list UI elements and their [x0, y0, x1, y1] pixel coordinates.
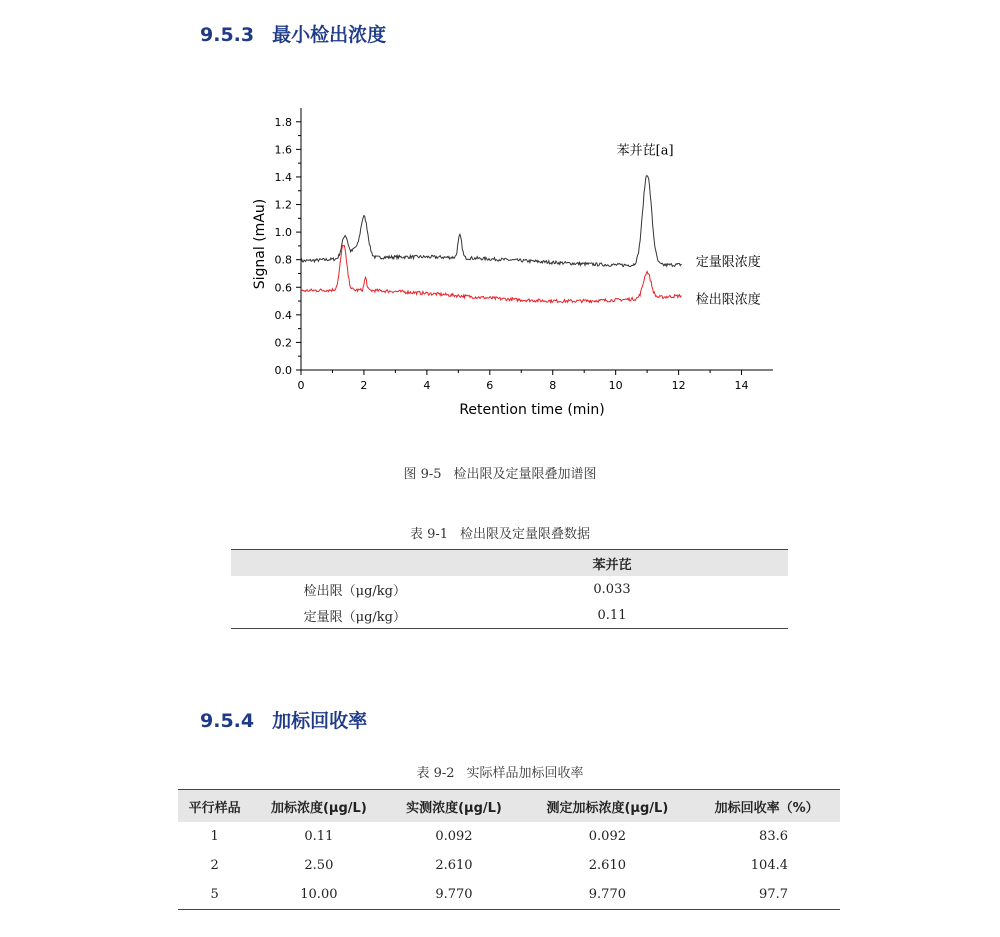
y-tick-label: 0.4: [274, 308, 292, 322]
x-tick-label: 10: [608, 379, 623, 392]
table-row: [231, 576, 788, 602]
section-heading: [200, 706, 367, 733]
series-line: [301, 245, 682, 302]
table-cell: 0.11: [304, 829, 334, 844]
table-row: [178, 880, 840, 910]
table-header-cell: 实测浓度(μg/L): [406, 800, 502, 816]
table1-caption: [0, 523, 1000, 542]
table-cell: 0.092: [435, 829, 473, 844]
table-cell: 9.770: [435, 887, 473, 902]
table-header-cell: 苯并芘: [592, 557, 632, 573]
table-row: [231, 602, 788, 629]
table-cell: 2.610: [435, 858, 473, 873]
section-title-text: 加标回收率: [272, 710, 368, 732]
table-cell: 0.11: [597, 607, 627, 623]
x-axis-title: Retention time (min): [459, 402, 605, 418]
series-line: [301, 176, 682, 267]
table-cell: 2: [210, 858, 219, 873]
table-cell: 2.610: [588, 858, 626, 873]
table1-title: 检出限及定量限叠数据: [460, 527, 591, 542]
section-number: 9.5.4: [200, 710, 255, 732]
figure-caption: [0, 463, 1000, 482]
table-header-cell: 测定加标浓度(μg/L): [546, 800, 669, 816]
table1-number: 表 9-1: [409, 527, 449, 542]
y-tick-label: 0.2: [274, 336, 292, 350]
x-tick-label: 8: [549, 379, 557, 392]
figure-title: 检出限及定量限叠加谱图: [453, 467, 597, 482]
series-label: 定量限浓度: [695, 255, 761, 271]
table-cell: 0.092: [588, 829, 626, 844]
section-heading: [200, 20, 386, 47]
table-cell: 10.00: [300, 887, 338, 902]
x-tick-label: 12: [671, 379, 686, 392]
table-header-cell: 平行样品: [188, 800, 241, 816]
table-cell: 检出限（μg/kg）: [303, 583, 406, 599]
table2-number: 表 9-2: [416, 766, 455, 781]
x-tick-label: 0: [297, 379, 305, 392]
x-tick-label: 14: [734, 379, 749, 392]
labels-layer: [617, 144, 761, 308]
y-tick-label: 1.0: [274, 226, 292, 240]
table-cell: 83.6: [759, 829, 788, 844]
table-row: [178, 851, 840, 880]
series-label: 检出限浓度: [695, 292, 761, 308]
chromatogram-chart: [240, 95, 800, 435]
table-header-cell: 加标回收率（%）: [714, 800, 819, 816]
y-axis-title: Signal (mAu): [252, 198, 268, 290]
y-tick-label: 0.8: [274, 253, 292, 267]
table2-title: 实际样品加标回收率: [466, 766, 584, 781]
table-cell: 0.033: [593, 581, 631, 597]
table-row: [178, 822, 840, 851]
x-tick-label: 6: [486, 379, 494, 392]
table-cell: 97.7: [759, 887, 788, 902]
y-tick-label: 0.0: [274, 364, 292, 377]
table-header-row: [178, 790, 840, 823]
table-cell: 104.4: [750, 858, 788, 873]
table-cell: 5: [210, 887, 219, 902]
series-layer: [301, 176, 682, 303]
detection-limit-table: [231, 549, 788, 629]
y-tick-label: 0.6: [274, 281, 292, 295]
recovery-rate-table: [178, 789, 840, 910]
figure-number: 图 9-5: [403, 467, 442, 482]
table-header-cell: [231, 550, 436, 577]
table-header-row: [231, 550, 788, 577]
table-header-cell: 加标浓度(μg/L): [270, 800, 367, 816]
table-cell: 9.770: [588, 887, 626, 902]
section-title-text: 最小检出浓度: [272, 24, 387, 46]
table-cell: 1: [210, 829, 219, 844]
table2-caption: [0, 762, 1000, 781]
y-tick-label: 1.8: [274, 115, 292, 129]
table-cell: 2.50: [304, 858, 334, 873]
y-tick-label: 1.2: [274, 198, 292, 212]
x-tick-label: 2: [360, 379, 368, 392]
y-tick-label: 1.6: [274, 143, 292, 157]
section-number: 9.5.3: [200, 24, 255, 46]
peak-annotation: 苯并芘[a]: [616, 143, 674, 159]
x-tick-label: 4: [423, 379, 431, 392]
table-cell: 定量限（μg/kg）: [303, 609, 406, 625]
y-tick-label: 1.4: [274, 170, 292, 184]
